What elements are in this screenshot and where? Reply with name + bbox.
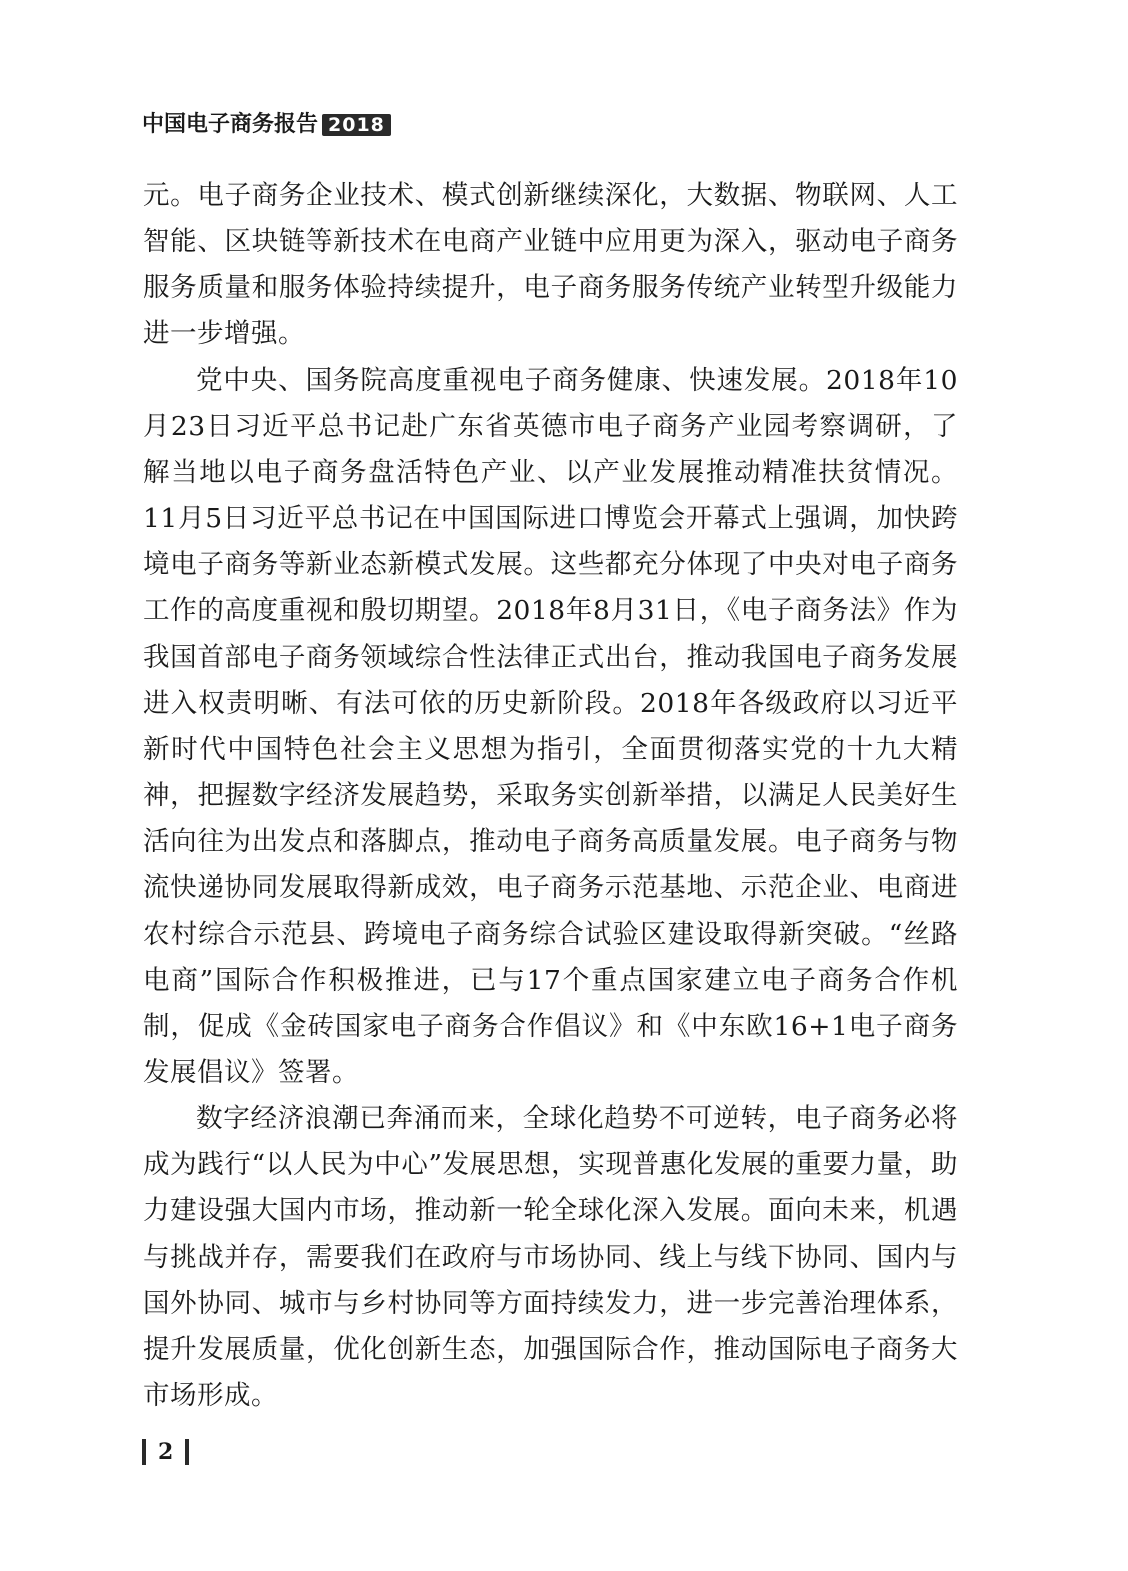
report-title: 中国电子商务报告 bbox=[142, 112, 319, 137]
running-header bbox=[142, 110, 391, 140]
paragraph-continuation: 元。电子商务企业技术、模式创新继续深化，大数据、物联网、人工智能、区块链等新技术在电商产业链中应用更为深入，驱动电子商务服务质量和服务体验持续提升，电子商务服务传统产业转型升级能力进一步增强。 bbox=[143, 180, 958, 350]
footer-right-bar bbox=[185, 1439, 189, 1465]
body-text bbox=[143, 173, 958, 1419]
paragraph-party-central: 党中央、国务院高度重视电子商务健康、快速发展。2018年10月23日习近平总书记赴广东省英德市电子商务产业园考察调研，了解当地以电子商务盘活特色产业、以产业发展推动精准扶贫情况。11月5日习近平总书记在中国国际进口博览会开幕式上强调，加快跨境电子商务等新业态新模式发展。这些都充分体现了中央对电子商务工作的高度重视和殷切期望。2018年8月31日，《电子商务法》作为我国首部电子商务领域综合性法律正式出台，推动我国电子商务发展进入权责明晰、有法可依的历史新阶段。2018年各级政府以习近平新时代中国特色社会主义思想为指引，全面贯彻落实党的十九大精神，把握数字经济发展趋势，采取务实创新举措，以满足人民美好生活向往为出发点和落脚点，推动电子商务高质量发展。电子商务与物流快递协同发展取得新成效，电子商务示范基地、示范企业、电商进农村综合示范县、跨境电子商务综合试验区建设取得新突破。“丝路电商”国际合作积极推进，已与17个重点国家建立电子商务合作机制，促成《金砖国家电子商务合作倡议》和《中东欧16+1电子商务发展倡议》签署。 bbox=[143, 364, 958, 1088]
page-number: 2 bbox=[158, 1439, 174, 1465]
paragraph-digital-economy: 数字经济浪潮已奔涌而来，全球化趋势不可逆转，电子商务必将成为践行“以人民为中心”发展思想，实现普惠化发展的重要力量，助力建设强大国内市场，推动新一轮全球化深入发展。面向未来，机遇与挑战并存，需要我们在政府与市场协同、线上与线下协同、国内与国外协同、城市与乡村协同等方面持续发力，进一步完善治理体系，提升发展质量，优化创新生态，加强国际合作，推动国际电子商务大市场形成。 bbox=[143, 1103, 958, 1412]
page-footer bbox=[142, 1435, 189, 1469]
report-year-badge: 2018 bbox=[322, 114, 391, 136]
